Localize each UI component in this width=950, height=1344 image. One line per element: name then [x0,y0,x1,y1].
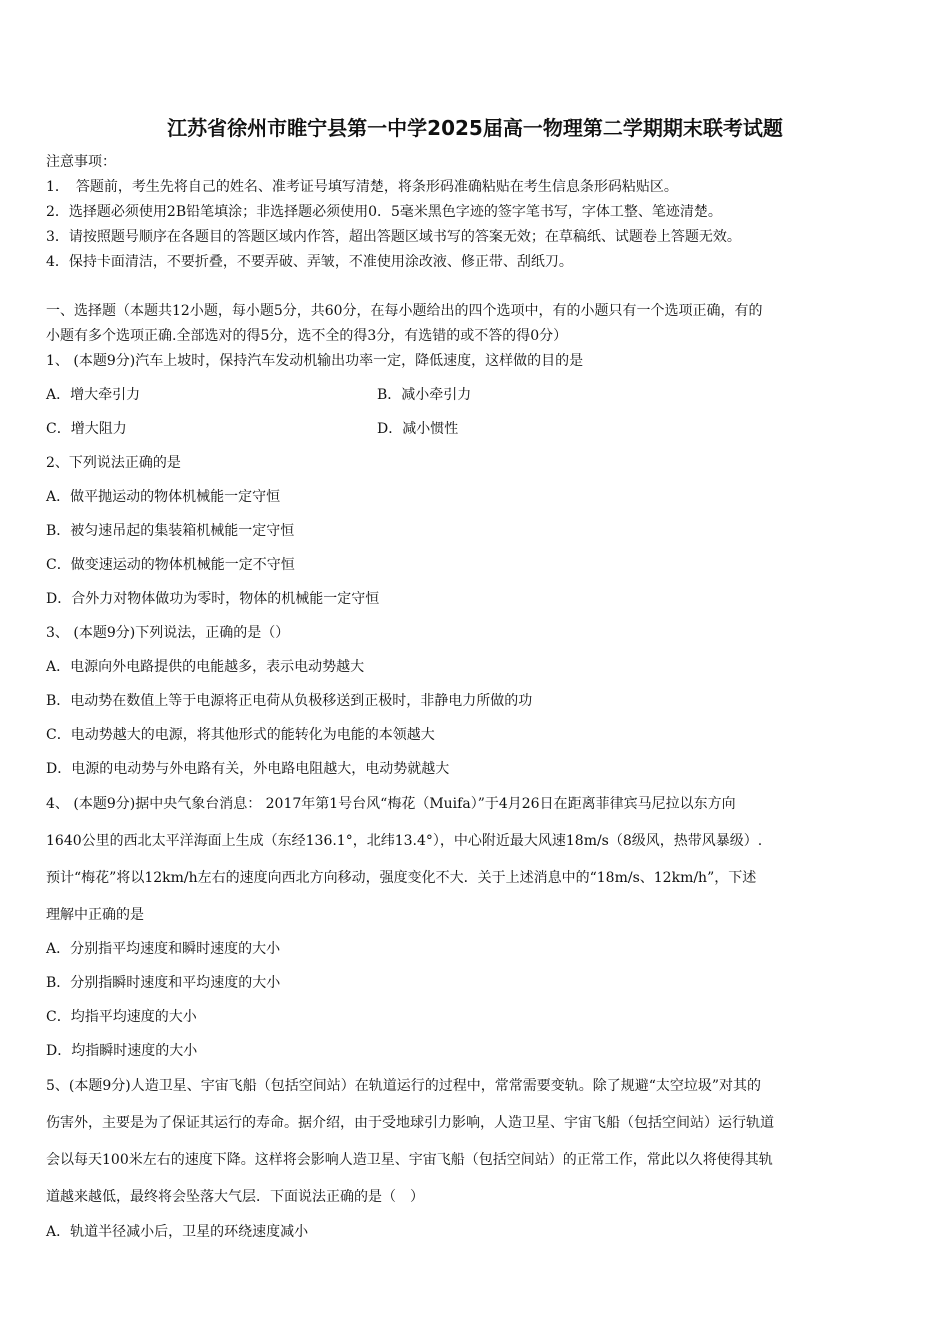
exam-title: 江苏省徐州市睢宁县第一中学2025届高一物理第二学期期末联考试题 [167,116,783,140]
q4-stem-line-2: 1640公里的西北太平洋海面上生成（东经136.1°，北纬13.4°），中心附近最大风速18m/s（8级风，热带风暴级）. [46,833,763,849]
q3-option-c: C．电动势越大的电源，将其他形式的能转化为电能的本领越大 [46,727,435,743]
q1-stem: 1、 (本题9分)汽车上坡时，保持汽车发动机输出功率一定，降低速度，这样做的目的是 [46,353,584,369]
q2-option-d: D．合外力对物体做功为零时，物体的机械能一定守恒 [46,591,380,607]
notice-item-3: 3．请按照题号顺序在各题目的答题区域内作答，超出答题区域书写的答案无效；在草稿纸、试题卷上答题无效。 [46,229,741,245]
section-instructions-line-2: 小题有多个选项正确.全部选对的得5分，选不全的得3分，有选错的或不答的得0分） [46,328,568,344]
q2-option-a: A．做平抛运动的物体机械能一定守恒 [46,489,281,505]
q5-stem-line-3: 会以每天100米左右的速度下降。这样将会影响人造卫星、宇宙飞船（包括空间站）的正常工作，常此以久将使得其轨 [46,1152,773,1168]
q2-stem: 2、下列说法正确的是 [46,455,181,471]
q3-option-d: D．电源的电动势与外电路有关，外电路电阻越大，电动势就越大 [46,761,450,777]
q4-stem-line-4: 理解中正确的是 [46,907,144,923]
q5-stem-line-4: 道越来越低，最终将会坠落大气层．下面说法正确的是（ ） [46,1189,424,1205]
q1-option-c: C．增大阻力 [46,421,127,437]
q4-option-b: B．分别指瞬时速度和平均速度的大小 [46,975,281,991]
notice-item-4: 4．保持卡面清洁，不要折叠，不要弄破、弄皱，不准使用涂改液、修正带、刮纸刀。 [46,254,573,270]
q3-option-a: A．电源向外电路提供的电能越多，表示电动势越大 [46,659,365,675]
q5-stem-line-2: 伤害外，主要是为了保证其运行的寿命。据介绍，由于受地球引力影响，人造卫星、宇宙飞船（包括空间站）运行轨道 [46,1115,774,1131]
notice-item-1: 1． 答题前，考生先将自己的姓名、准考证号填写清楚，将条形码准确粘贴在考生信息条形码粘贴区。 [46,179,678,195]
q2-option-b: B．被匀速吊起的集装箱机械能一定守恒 [46,523,295,539]
q1-option-a: A．增大牵引力 [46,387,141,403]
q4-stem-line-3: 预计“梅花”将以12km/h左右的速度向西北方向移动，强度变化不大．关于上述消息中的“18m/s、12km/h”，下述 [46,870,757,886]
notice-item-2: 2．选择题必须使用2B铅笔填涂；非选择题必须使用0．5毫米黑色字迹的签字笔书写，字体工整、笔迹清楚。 [46,204,722,220]
q2-option-c: C．做变速运动的物体机械能一定不守恒 [46,557,295,573]
q3-stem: 3、 (本题9分)下列说法，正确的是（） [46,625,290,641]
q4-option-a: A．分别指平均速度和瞬时速度的大小 [46,941,281,957]
q1-option-b: B．减小牵引力 [377,387,472,403]
q3-option-b: B．电动势在数值上等于电源将正电荷从负极移送到正极时，非静电力所做的功 [46,693,533,709]
section-instructions-line-1: 一、选择题（本题共12小题，每小题5分，共60分，在每小题给出的四个选项中，有的小题只有一个选项正确，有的 [46,303,763,319]
q4-option-d: D．均指瞬时速度的大小 [46,1043,198,1059]
q5-option-a: A．轨道半径减小后，卫星的环绕速度减小 [46,1224,309,1240]
q1-option-d: D．减小惯性 [377,421,459,437]
q4-option-c: C．均指平均速度的大小 [46,1009,197,1025]
notice-heading: 注意事项： [46,154,116,170]
q5-stem-line-1: 5、(本题9分)人造卫星、宇宙飞船（包括空间站）在轨道运行的过程中，常常需要变轨。除了规避“太空垃圾”对其的 [46,1078,762,1094]
q4-stem-line-1: 4、 (本题9分)据中央气象台消息： 2017年第1号台风“梅花（Muifa）”于4月26日在距离菲律宾马尼拉以东方向 [46,796,736,812]
